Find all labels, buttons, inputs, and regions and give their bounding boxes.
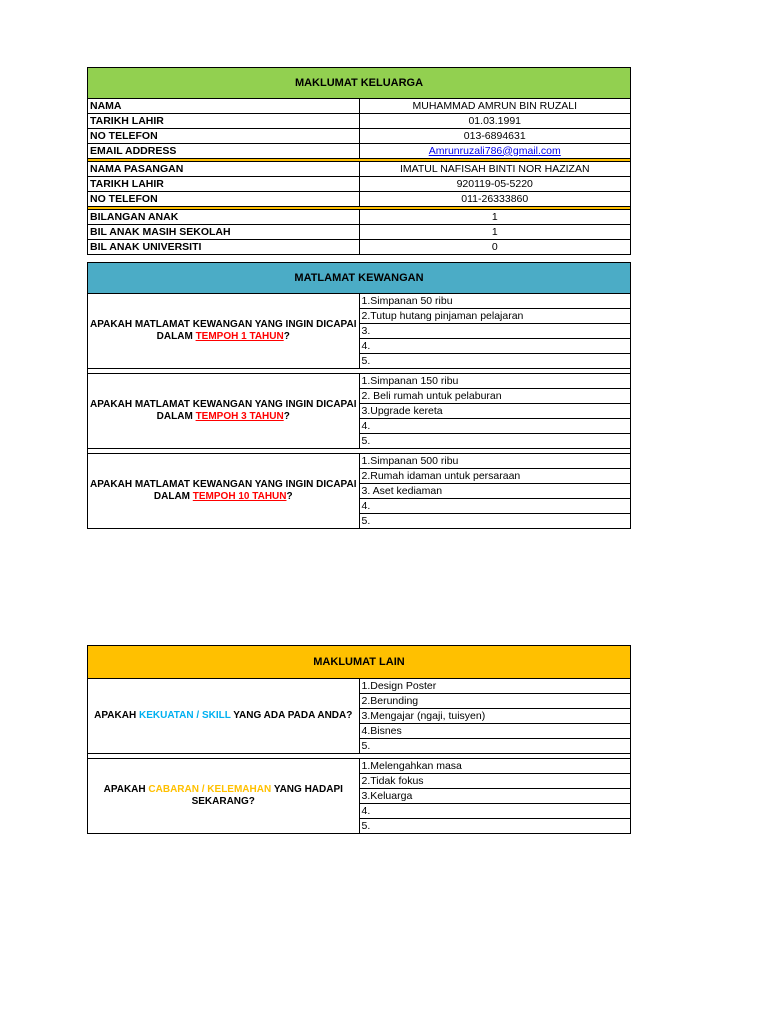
- table-row: [88, 129, 631, 144]
- answer-cell: 5.: [359, 354, 631, 369]
- answer-cell: 4.Bisnes: [359, 724, 631, 739]
- question-cell: [88, 294, 360, 369]
- row-value: 1: [359, 225, 631, 240]
- question-cell: [88, 679, 360, 754]
- table-row: [88, 294, 631, 309]
- question-text: APAKAH MATLAMAT KEWANGAN YANG INGIN DICAPAI DALAM: [90, 399, 357, 422]
- answer-cell: 1.Simpanan 50 ribu: [359, 294, 631, 309]
- question-highlight: KEKUATAN / SKILL: [138, 710, 231, 721]
- row-value: 011-26333860: [359, 192, 631, 207]
- question-highlight: TEMPOH 1 TAHUN: [195, 331, 284, 342]
- row-label: NO TELEFON: [88, 129, 360, 144]
- table-row: [88, 162, 631, 177]
- row-label: NAMA PASANGAN: [88, 162, 360, 177]
- matlamat-kewangan-section: [87, 262, 631, 529]
- row-label: EMAIL ADDRESS: [88, 144, 360, 159]
- answer-cell: 3.Mengajar (ngaji, tuisyen): [359, 709, 631, 724]
- row-value: 01.03.1991: [359, 114, 631, 129]
- question-highlight: TEMPOH 10 TAHUN: [192, 491, 287, 502]
- row-label: TARIKH LAHIR: [88, 114, 360, 129]
- table-row: [88, 99, 631, 114]
- answer-cell: 1.Design Poster: [359, 679, 631, 694]
- maklumat-lain-section: [87, 645, 631, 834]
- maklumat-keluarga-section: [87, 67, 631, 255]
- row-value: 920119-05-5220: [359, 177, 631, 192]
- table-row: [88, 240, 631, 255]
- answer-cell: 3.Keluarga: [359, 789, 631, 804]
- table-row: [88, 374, 631, 389]
- answer-cell: 5.: [359, 434, 631, 449]
- answer-cell: 1.Simpanan 150 ribu: [359, 374, 631, 389]
- answer-cell: 4.: [359, 419, 631, 434]
- table-row: [88, 454, 631, 469]
- row-label: BILANGAN ANAK: [88, 210, 360, 225]
- question-suffix: YANG ADA PADA ANDA?: [233, 710, 353, 721]
- table-row: [88, 210, 631, 225]
- answer-cell: 2.Rumah idaman untuk persaraan: [359, 469, 631, 484]
- row-label: BIL ANAK MASIH SEKOLAH: [88, 225, 360, 240]
- row-value: MUHAMMAD AMRUN BIN RUZALI: [359, 99, 631, 114]
- answer-cell: 1.Melengahkan masa: [359, 759, 631, 774]
- question-text: APAKAH: [103, 784, 146, 795]
- answer-cell: 4.: [359, 499, 631, 514]
- answer-cell: 3. Aset kediaman: [359, 484, 631, 499]
- answer-cell: 2.Tidak fokus: [359, 774, 631, 789]
- answer-cell: 5.: [359, 739, 631, 754]
- row-label: BIL ANAK UNIVERSITI: [88, 240, 360, 255]
- answer-cell: 1.Simpanan 500 ribu: [359, 454, 631, 469]
- lain-title: MAKLUMAT LAIN: [88, 646, 631, 679]
- question-suffix: ?: [283, 331, 290, 342]
- table-row: [88, 679, 631, 694]
- question-cell: [88, 374, 360, 449]
- row-value: 0: [359, 240, 631, 255]
- question-suffix: ?: [286, 491, 293, 502]
- table-row: [88, 144, 631, 159]
- question-cell: [88, 454, 360, 529]
- row-label: TARIKH LAHIR: [88, 177, 360, 192]
- question-suffix: YANG HADAPI SEKARANG?: [191, 784, 343, 807]
- answer-cell: 5.: [359, 819, 631, 834]
- table-row: [88, 177, 631, 192]
- table-row: [88, 114, 631, 129]
- question-cell: [88, 759, 360, 834]
- answer-cell: 4.: [359, 339, 631, 354]
- table-row: [88, 225, 631, 240]
- table-row: [88, 759, 631, 774]
- question-suffix: ?: [283, 411, 290, 422]
- answer-cell: 4.: [359, 804, 631, 819]
- email-link[interactable]: Amrunruzali786@gmail.com: [428, 144, 561, 157]
- kewangan-title: MATLAMAT KEWANGAN: [88, 263, 631, 294]
- question-text: APAKAH MATLAMAT KEWANGAN YANG INGIN DICAPAI DALAM: [90, 319, 357, 342]
- answer-cell: 3.: [359, 324, 631, 339]
- answer-cell: 2.Berunding: [359, 694, 631, 709]
- question-highlight: CABARAN / KELEMAHAN: [148, 784, 272, 795]
- answer-cell: 3.Upgrade kereta: [359, 404, 631, 419]
- row-value: 013-6894631: [359, 129, 631, 144]
- answer-cell: 5.: [359, 514, 631, 529]
- question-text: APAKAH MATLAMAT KEWANGAN YANG INGIN DICAPAI DALAM: [90, 479, 357, 502]
- keluarga-title: MAKLUMAT KELUARGA: [88, 68, 631, 99]
- row-label: NO TELEFON: [88, 192, 360, 207]
- row-value: 1: [359, 210, 631, 225]
- question-text: APAKAH: [94, 710, 137, 721]
- row-label: NAMA: [88, 99, 360, 114]
- row-value: IMATUL NAFISAH BINTI NOR HAZIZAN: [359, 162, 631, 177]
- answer-cell: 2.Tutup hutang pinjaman pelajaran: [359, 309, 631, 324]
- question-highlight: TEMPOH 3 TAHUN: [195, 411, 284, 422]
- answer-cell: 2. Beli rumah untuk pelaburan: [359, 389, 631, 404]
- table-row: [88, 192, 631, 207]
